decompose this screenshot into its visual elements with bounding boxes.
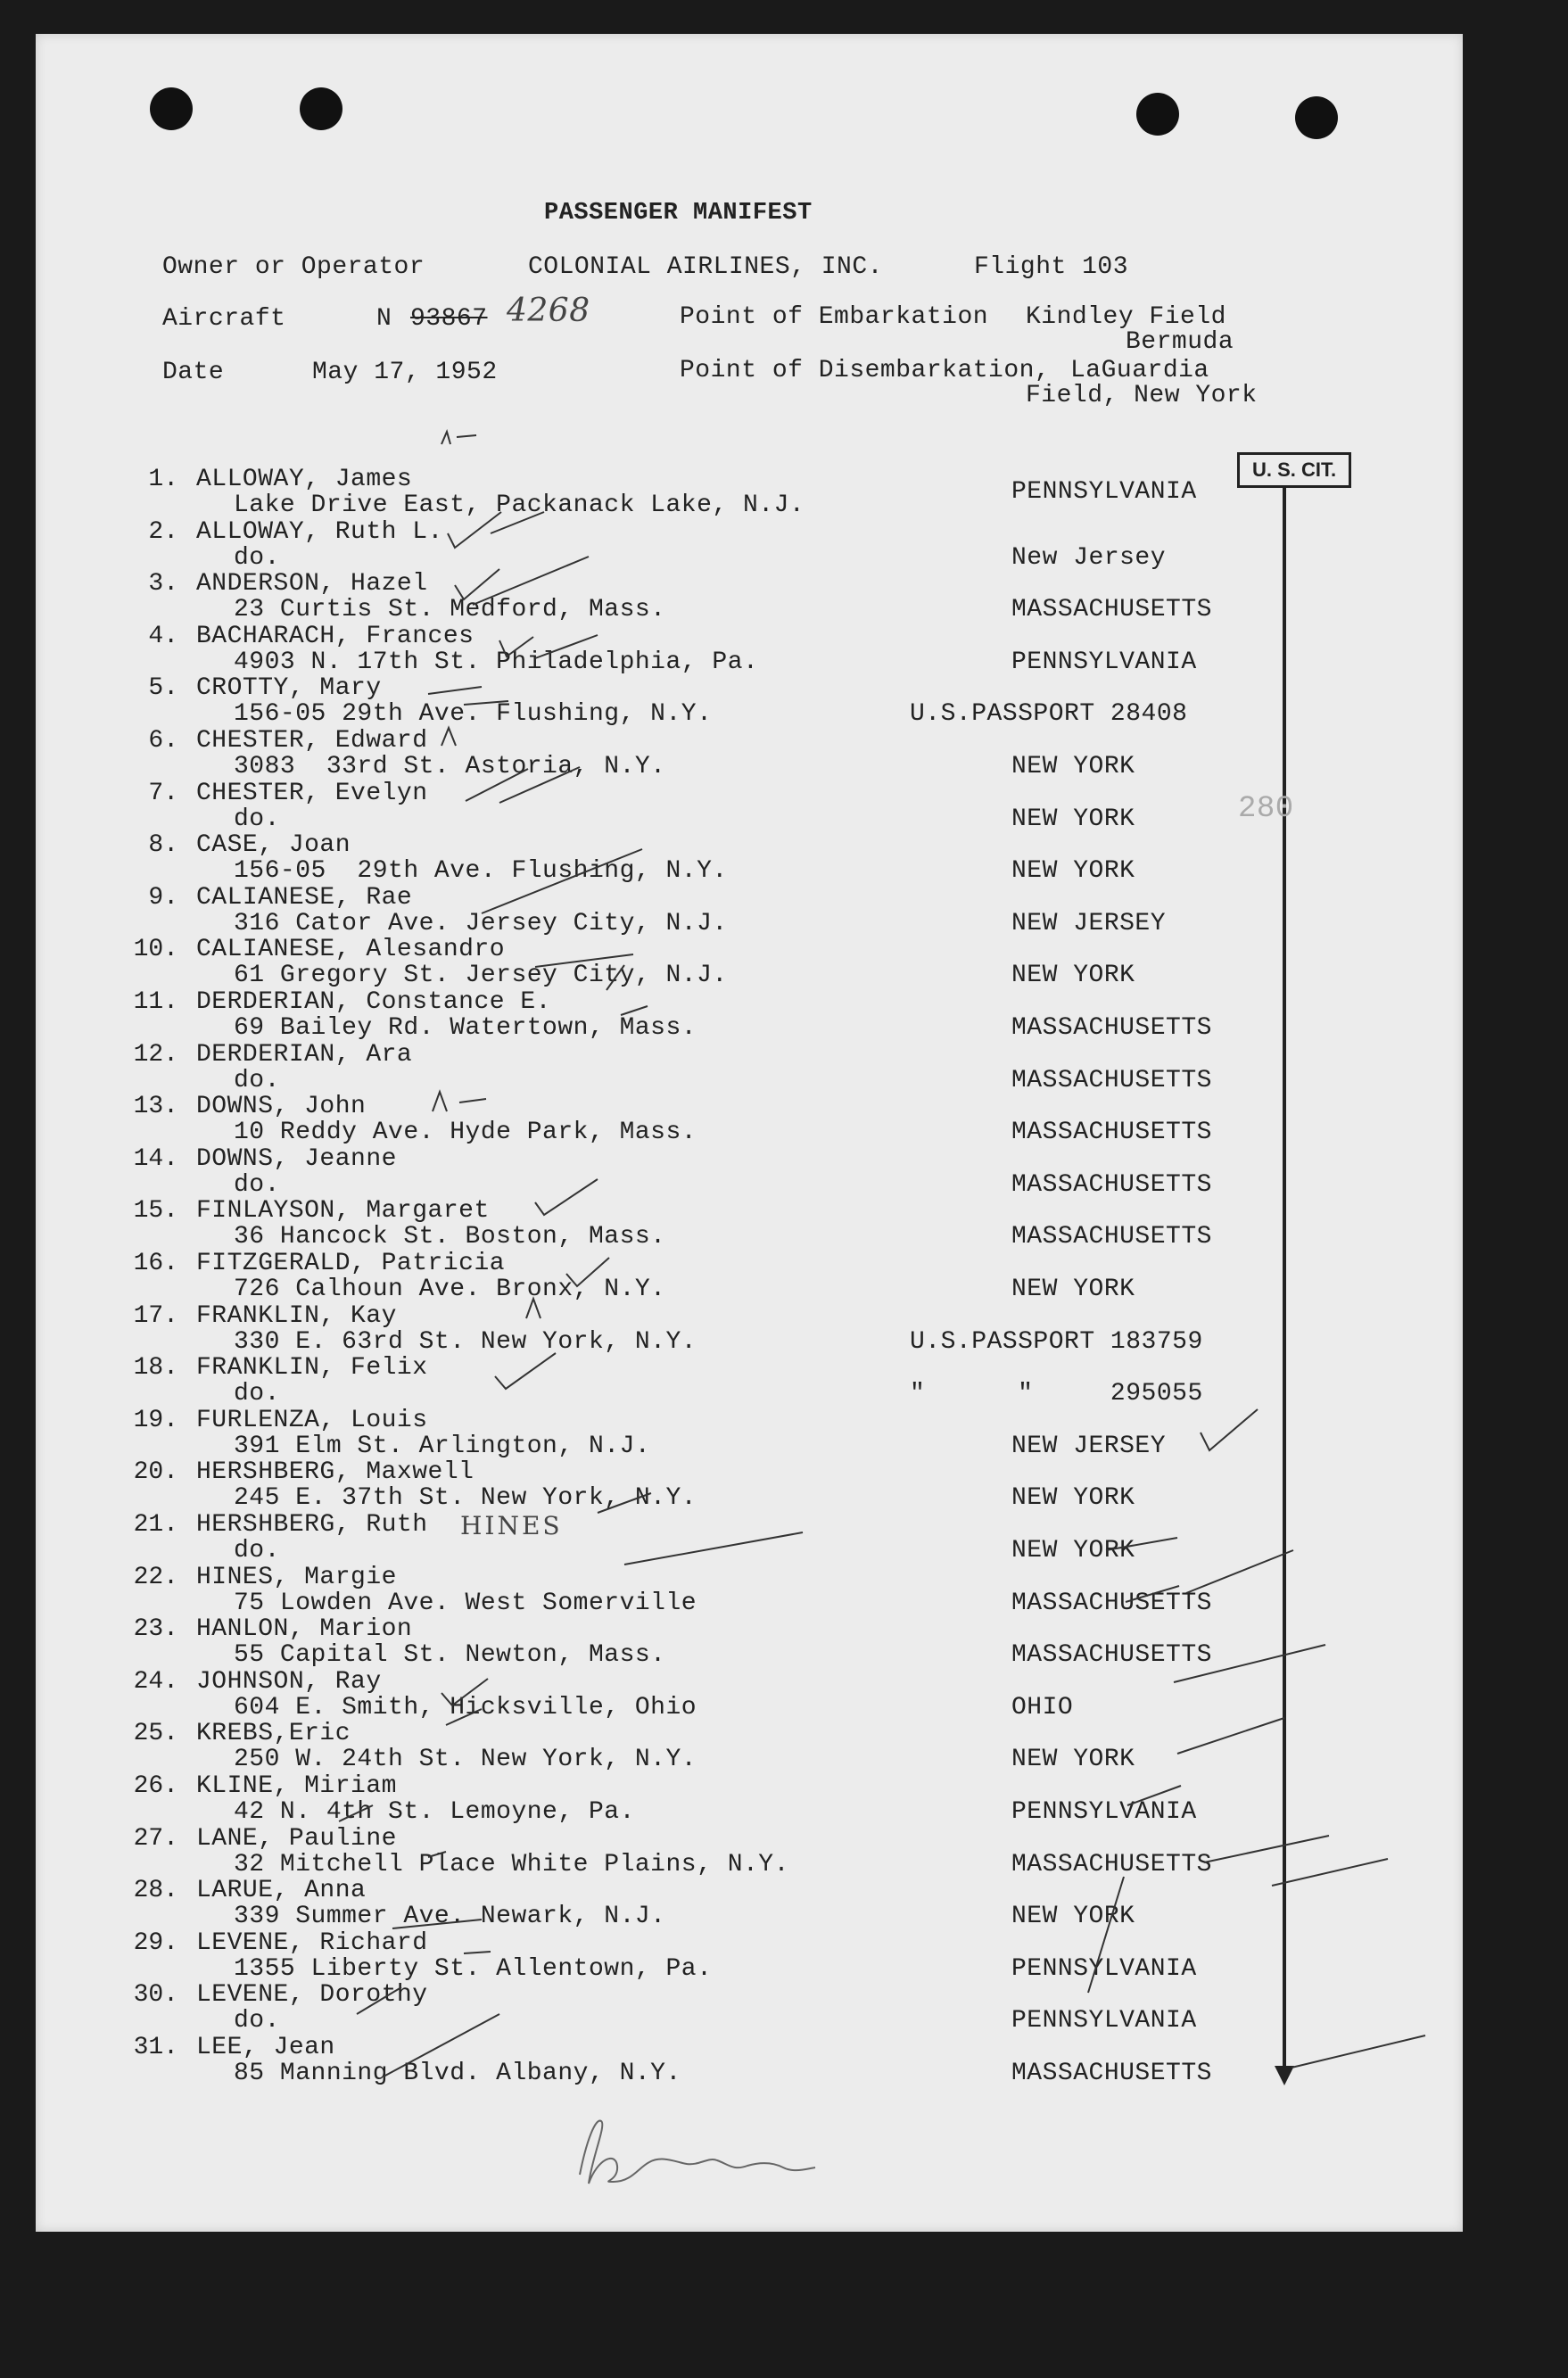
passenger-citizenship: NEW YORK <box>1011 857 1135 885</box>
passenger-address: 391 Elm St. Arlington, N.J. <box>234 1433 651 1460</box>
passenger-address: 61 Gregory St. Jersey City, N.J. <box>234 962 728 989</box>
passenger-citizenship: MASSACHUSETTS <box>1011 2060 1212 2087</box>
passenger-number: 14. <box>133 1145 178 1173</box>
passenger-name: LARUE, Anna <box>196 1877 367 1904</box>
passenger-name: CHESTER, Edward <box>196 727 428 755</box>
embarkation-value: Kindley Field <box>1026 303 1226 331</box>
passenger-name: CASE, Joan <box>196 831 351 859</box>
us-citizen-stamp: U. S. CIT. <box>1237 452 1351 488</box>
passenger-number: 21. <box>133 1511 178 1539</box>
passenger-address: 339 Summer Ave. Newark, N.J. <box>234 1903 666 1930</box>
passenger-citizenship: U.S.PASSPORT 28408 <box>910 700 1188 728</box>
passenger-name: LANE, Pauline <box>196 1825 397 1853</box>
passenger-address: 23 Curtis St. Medford, Mass. <box>234 596 666 623</box>
manifest-sheet <box>36 34 1463 2232</box>
passenger-citizenship: PENNSYLVANIA <box>1011 2007 1197 2035</box>
passenger-name: FRANKLIN, Kay <box>196 1302 397 1330</box>
passenger-number: 13. <box>133 1093 178 1120</box>
passenger-number: 7. <box>148 780 178 807</box>
passenger-name: CHESTER, Evelyn <box>196 780 428 807</box>
passenger-citizenship: NEW YORK <box>1011 805 1135 833</box>
passenger-address: 55 Capital St. Newton, Mass. <box>234 1641 666 1669</box>
passenger-citizenship: PENNSYLVANIA <box>1011 1955 1197 1983</box>
passenger-address: 726 Calhoun Ave. Bronx, N.Y. <box>234 1276 666 1303</box>
passenger-address: do. <box>234 1380 280 1408</box>
aircraft-struck-number: 93867 <box>410 305 488 333</box>
aircraft-handwritten-number: 4268 <box>507 293 590 329</box>
passenger-name: DERDERIAN, Constance E. <box>196 988 551 1016</box>
passenger-citizenship: PENNSYLVANIA <box>1011 648 1197 676</box>
passenger-name: KREBS,Eric <box>196 1720 351 1747</box>
passenger-name: CROTTY, Mary <box>196 674 382 702</box>
embarkation-label: Point of Embarkation <box>680 303 989 331</box>
page-title: PASSENGER MANIFEST <box>544 200 813 227</box>
passenger-citizenship: " " 295055 <box>910 1380 1203 1408</box>
passenger-number: 15. <box>133 1197 178 1225</box>
passenger-name: FITZGERALD, Patricia <box>196 1250 506 1277</box>
flight-number: Flight 103 <box>974 253 1129 281</box>
passenger-address: do. <box>234 2007 280 2035</box>
passenger-number: 2. <box>148 518 178 546</box>
passenger-name: DOWNS, Jeanne <box>196 1145 397 1173</box>
passenger-number: 29. <box>133 1929 178 1957</box>
passenger-address: 156-05 29th Ave. Flushing, N.Y. <box>234 857 728 885</box>
passenger-citizenship: NEW YORK <box>1011 1484 1135 1512</box>
passenger-name: ALLOWAY, Ruth L. <box>196 518 443 546</box>
passenger-number: 8. <box>148 831 178 859</box>
passenger-address: do. <box>234 1537 280 1565</box>
passenger-address: 316 Cator Ave. Jersey City, N.J. <box>234 910 728 937</box>
passenger-name: LEVENE, Richard <box>196 1929 428 1957</box>
passenger-citizenship: MASSACHUSETTS <box>1011 1014 1212 1042</box>
passenger-name: FRANKLIN, Felix <box>196 1354 428 1382</box>
passenger-name: HERSHBERG, Ruth <box>196 1511 428 1539</box>
passenger-address: 75 Lowden Ave. West Somerville <box>234 1589 697 1617</box>
passenger-address: 330 E. 63rd St. New York, N.Y. <box>234 1328 697 1356</box>
passenger-name: LEE, Jean <box>196 2034 335 2061</box>
embarkation-value-2: Bermuda <box>1126 328 1234 356</box>
passenger-name: FURLENZA, Louis <box>196 1407 428 1434</box>
passenger-name: DERDERIAN, Ara <box>196 1041 413 1069</box>
disembarkation-value-2: Field, New York <box>1026 382 1258 409</box>
passenger-citizenship: NEW YORK <box>1011 962 1135 989</box>
passenger-citizenship: MASSACHUSETTS <box>1011 1851 1212 1878</box>
passenger-address: 250 W. 24th St. New York, N.Y. <box>234 1746 697 1773</box>
passenger-number: 26. <box>133 1772 178 1800</box>
passenger-number: 5. <box>148 674 178 702</box>
passenger-address: 42 N. 4th St. Lemoyne, Pa. <box>234 1798 635 1826</box>
passenger-address: 85 Manning Blvd. Albany, N.Y. <box>234 2060 681 2087</box>
passenger-name: CALIANESE, Alesandro <box>196 936 506 963</box>
passenger-address: 36 Hancock St. Boston, Mass. <box>234 1223 666 1251</box>
passenger-name: KLINE, Miriam <box>196 1772 397 1800</box>
passenger-address: Lake Drive East, Packanack Lake, N.J. <box>234 491 805 519</box>
passenger-number: 12. <box>133 1041 178 1069</box>
passenger-number: 20. <box>133 1458 178 1486</box>
passenger-number: 25. <box>133 1720 178 1747</box>
date-value: May 17, 1952 <box>312 359 498 386</box>
passenger-number: 23. <box>133 1615 178 1643</box>
passenger-name: FINLAYSON, Margaret <box>196 1197 490 1225</box>
passenger-number: 6. <box>148 727 178 755</box>
passenger-citizenship: MASSACHUSETTS <box>1011 1119 1212 1146</box>
passenger-number: 18. <box>133 1354 178 1382</box>
passenger-number: 16. <box>133 1250 178 1277</box>
passenger-address: 4903 N. 17th St. Philadelphia, Pa. <box>234 648 759 676</box>
passenger-number: 19. <box>133 1407 178 1434</box>
passenger-name: HANLON, Marion <box>196 1615 413 1643</box>
passenger-name: HINES, Margie <box>196 1564 397 1591</box>
passenger-number: 3. <box>148 570 178 598</box>
passenger-address: 156-05 29th Ave. Flushing, N.Y. <box>234 700 713 728</box>
date-label: Date <box>162 359 225 386</box>
owner-value: COLONIAL AIRLINES, INC. <box>528 253 883 281</box>
passenger-citizenship: PENNSYLVANIA <box>1011 1798 1197 1826</box>
passenger-number: 30. <box>133 1981 178 2009</box>
passenger-number: 1. <box>148 466 178 493</box>
passenger-number: 9. <box>148 884 178 912</box>
passenger-citizenship: MASSACHUSETTS <box>1011 1589 1212 1617</box>
passenger-address: 32 Mitchell Place White Plains, N.Y. <box>234 1851 789 1878</box>
handwritten-correction: HINES <box>460 1511 563 1540</box>
passenger-citizenship: MASSACHUSETTS <box>1011 596 1212 623</box>
passenger-number: 4. <box>148 623 178 650</box>
passenger-number: 27. <box>133 1825 178 1853</box>
aircraft-prefix: N <box>376 305 392 333</box>
passenger-citizenship: NEW YORK <box>1011 1903 1135 1930</box>
passenger-name: DOWNS, John <box>196 1093 367 1120</box>
signature <box>580 2121 815 2184</box>
passenger-citizenship: NEW JERSEY <box>1011 910 1167 937</box>
passenger-address: 604 E. Smith, Hicksville, Ohio <box>234 1694 697 1722</box>
passenger-address: do. <box>234 1171 280 1199</box>
passenger-citizenship: MASSACHUSETTS <box>1011 1223 1212 1251</box>
margin-note: 280 <box>1238 792 1294 826</box>
passenger-address: do. <box>234 1067 280 1094</box>
aircraft-label: Aircraft <box>162 305 286 333</box>
passenger-address: 10 Reddy Ave. Hyde Park, Mass. <box>234 1119 697 1146</box>
passenger-citizenship: MASSACHUSETTS <box>1011 1171 1212 1199</box>
passenger-citizenship: NEW YORK <box>1011 1746 1135 1773</box>
passenger-address: 1355 Liberty St. Allentown, Pa. <box>234 1955 713 1983</box>
passenger-citizenship: MASSACHUSETTS <box>1011 1641 1212 1669</box>
passenger-citizenship: PENNSYLVANIA <box>1011 478 1197 506</box>
passenger-address: 245 E. 37th St. New York, N.Y. <box>234 1484 697 1512</box>
passenger-citizenship: NEW YORK <box>1011 1537 1135 1565</box>
passenger-citizenship: NEW YORK <box>1011 1276 1135 1303</box>
passenger-address: 69 Bailey Rd. Watertown, Mass. <box>234 1014 697 1042</box>
passenger-citizenship: New Jersey <box>1011 544 1167 572</box>
passenger-address: do. <box>234 805 280 833</box>
passenger-number: 11. <box>133 988 178 1016</box>
passenger-address: 3083 33rd St. Astoria, N.Y. <box>234 753 666 780</box>
passenger-citizenship: NEW YORK <box>1011 753 1135 780</box>
passenger-name: BACHARACH, Frances <box>196 623 475 650</box>
passenger-number: 10. <box>133 936 178 963</box>
disembarkation-value: LaGuardia <box>1070 357 1209 384</box>
owner-label: Owner or Operator <box>162 253 425 281</box>
passenger-citizenship: U.S.PASSPORT 183759 <box>910 1328 1203 1356</box>
passenger-citizenship: MASSACHUSETTS <box>1011 1067 1212 1094</box>
passenger-name: JOHNSON, Ray <box>196 1668 382 1696</box>
passenger-citizenship: NEW JERSEY <box>1011 1433 1167 1460</box>
passenger-number: 17. <box>133 1302 178 1330</box>
passenger-name: ALLOWAY, James <box>196 466 413 493</box>
disembarkation-label: Point of Disembarkation, <box>680 357 1051 384</box>
passenger-name: CALIANESE, Rae <box>196 884 413 912</box>
passenger-number: 24. <box>133 1668 178 1696</box>
passenger-citizenship: OHIO <box>1011 1694 1074 1722</box>
passenger-name: ANDERSON, Hazel <box>196 570 428 598</box>
passenger-number: 31. <box>133 2034 178 2061</box>
passenger-name: HERSHBERG, Maxwell <box>196 1458 475 1486</box>
passenger-name: LEVENE, Dorothy <box>196 1981 428 2009</box>
handwritten-check-marks <box>36 34 1463 2232</box>
passenger-number: 28. <box>133 1877 178 1904</box>
manifest-document <box>36 34 1463 2232</box>
passenger-address: do. <box>234 544 280 572</box>
passenger-number: 22. <box>133 1564 178 1591</box>
